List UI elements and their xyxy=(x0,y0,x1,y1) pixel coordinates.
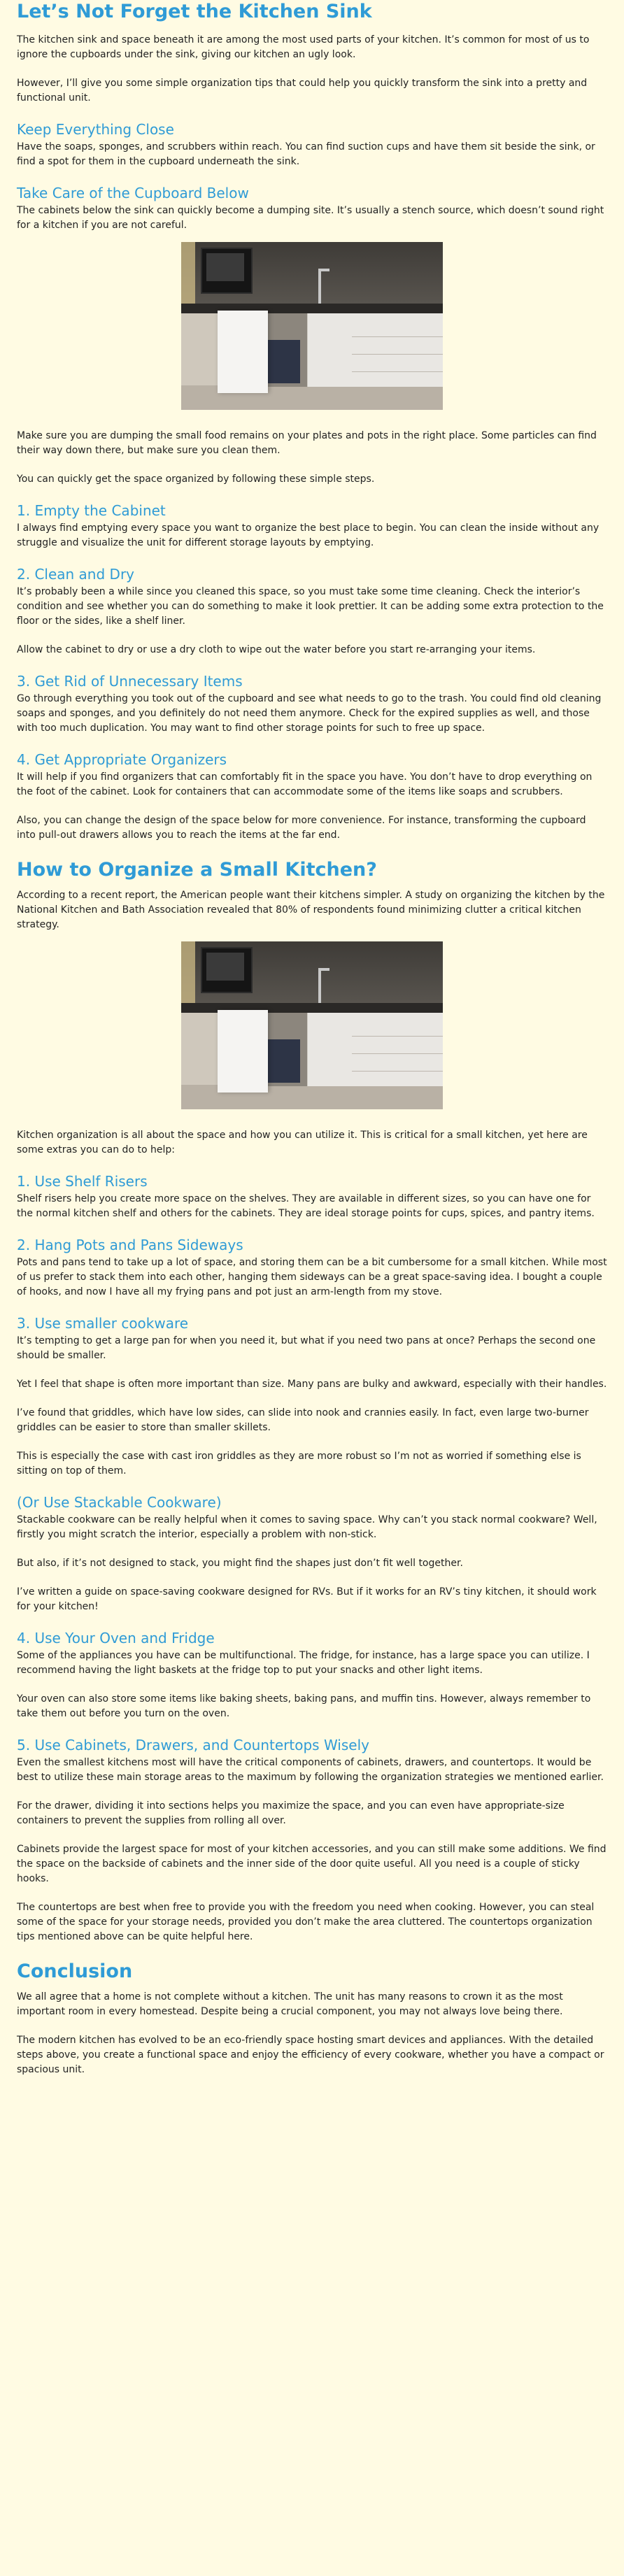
paragraph: Even the smallest kitchens most will have the critical components of cabinets, drawers, and countertops. It would be best to utilize these main storage areas to the maximum by following the organization strategies we mentioned earlier. xyxy=(17,1757,604,1783)
section-title-small-kitchen: How to Organize a Small Kitchen? xyxy=(17,859,377,881)
paragraph: Cabinets provide the largest space for most of your kitchen accessories, and you can still make some additions. We find the space on the backside of cabinets and the inner side of the door quite useful. All you need is a couple of sticky hooks. xyxy=(17,1844,607,1884)
paragraph: You can quickly get the space organized by following these simple steps. xyxy=(17,474,375,485)
paragraph: Go through everything you took out of the cupboard and see what needs to go to the trash. You could find old cleaning soaps and sponges, and you definitely do not need them anymore. Check for the expired supplies as well, and those with too much duplication. You may want to find other storage points for such to free up space. xyxy=(17,693,602,734)
section-heading-cupboard: Take Care of the Cupboard Below xyxy=(17,185,249,201)
paragraph: I’ve written a guide on space-saving cookware designed for RVs. But if it works for an RV’s tiny kitchen, it should work for your kitchen! xyxy=(17,1586,597,1612)
paragraph: Kitchen organization is all about the space and how you can utilize it. This is critical for a small kitchen, yet here are some extras you can do to help: xyxy=(17,1130,588,1155)
section-heading-oven: 4. Use Your Oven and Fridge xyxy=(17,1630,215,1646)
paragraph: But also, if it’s not designed to stack, you might find the shapes just don’t fit well together. xyxy=(17,1558,463,1569)
intro-paragraph: However, I’ll give you some simple organization tips that could help you quickly transform the sink into a pretty and functional unit. xyxy=(17,78,588,104)
kitchen-sink-cabinet-image xyxy=(181,941,443,1109)
section-heading-smaller: 3. Use smaller cookware xyxy=(17,1315,189,1332)
paragraph: Pots and pans tend to take up a lot of space, and storing them can be a bit cumbersome for a small kitchen. While most of us prefer to stack them into each other, hanging them sideways can be a great space-saving idea. I bought a couple of hooks, and now I have all my frying pans and pot just an arm-length from my stove. xyxy=(17,1257,607,1297)
paragraph: Stackable cookware can be really helpful when it comes to saving space. Why can’t you stack normal cookware? Well, firstly you might scratch the interior, especially a problem with non-stick. xyxy=(17,1514,597,1540)
section-heading-keep-close: Keep Everything Close xyxy=(17,121,174,138)
section-heading-empty: 1. Empty the Cabinet xyxy=(17,502,166,519)
intro-paragraph: The kitchen sink and space beneath it are among the most used parts of your kitchen. It’s common for most of us to ignore the cupboards under the sink, giving our kitchen an ugly look. xyxy=(17,34,590,60)
section-heading-cabinets: 5. Use Cabinets, Drawers, and Countertops Wisely xyxy=(17,1737,369,1753)
section-heading-stackable: (Or Use Stackable Cookware) xyxy=(17,1494,222,1511)
paragraph: I’ve found that griddles, which have low sides, can slide into nook and crannies easily. In fact, even large two-burner griddles can be easier to store than smaller skillets. xyxy=(17,1407,589,1433)
paragraph: Some of the appliances you have can be multifunctional. The fridge, for instance, has a large space you can utilize. I recommend having the light baskets at the fridge top to put your snacks and other light items. xyxy=(17,1650,590,1676)
section-heading-rid: 3. Get Rid of Unnecessary Items xyxy=(17,673,243,690)
paragraph: Shelf risers help you create more space on the shelves. They are available in different sizes, so you can have one for the normal kitchen shelf and others for the cabinets. They are ideal storage points for cups, spices, and pantry items. xyxy=(17,1193,595,1219)
paragraph: According to a recent report, the American people want their kitchens simpler. A study on organizing the kitchen by the National Kitchen and Bath Association revealed that 80% of respondents found minimizing clutter a critical kitchen strategy. xyxy=(17,890,605,930)
paragraph: Allow the cabinet to dry or use a dry cloth to wipe out the water before you start re-arranging your items. xyxy=(17,644,536,655)
paragraph: This is especially the case with cast iron griddles as they are more robust so I’m not as worried if something else is sitting on top of them. xyxy=(17,1451,581,1476)
paragraph: Also, you can change the design of the space below for more convenience. For instance, transforming the cupboard into pull-out drawers allows you to reach the items at the far end. xyxy=(17,815,586,841)
page-title: Let’s Not Forget the Kitchen Sink xyxy=(17,1,372,22)
section-heading-clean: 2. Clean and Dry xyxy=(17,566,134,583)
paragraph: It’s tempting to get a large pan for when you need it, but what if you need two pans at once? Perhaps the second one should be smaller. xyxy=(17,1335,596,1361)
paragraph: It’s probably been a while since you cleaned this space, so you must take some time cleaning. Check the interior’s condition and see whether you can do something to make it look prettier. It can be adding some extra protection to the floor or the sides, like a shelf liner. xyxy=(17,586,604,627)
paragraph: I always find emptying every space you want to organize the best place to begin. You can clean the inside without any struggle and visualize the unit for different storage layouts by emptying. xyxy=(17,522,600,548)
kitchen-sink-cabinet-image xyxy=(181,242,443,410)
section-heading-hang: 2. Hang Pots and Pans Sideways xyxy=(17,1237,243,1253)
paragraph: We all agree that a home is not complete without a kitchen. The unit has many reasons to crown it as the most important room in every homestead. Despite being a crucial component, you may not always love being there. xyxy=(17,1991,563,2017)
paragraph: It will help if you find organizers that can comfortably fit in the space you have. You don’t have to drop everything on the foot of the cabinet. Look for containers that can accommodate some of the items like soaps and scrubbers. xyxy=(17,771,593,797)
paragraph: The modern kitchen has evolved to be an eco-friendly space hosting smart devices and appliances. With the detailed steps above, you create a functional space and enjoy the efficiency of every cookware, whether you have a compact or spacious unit. xyxy=(17,2035,604,2075)
paragraph: The cabinets below the sink can quickly become a dumping site. It’s usually a stench source, which doesn’t sound right for a kitchen if you are not careful. xyxy=(17,205,604,231)
paragraph: The countertops are best when free to provide you with the freedom you need when cooking. However, you can steal some of the space for your storage needs, provided you don’t make the area cluttered. The countertops organization tips mentioned above can be quite helpful here. xyxy=(17,1902,595,1942)
section-heading-organizers: 4. Get Appropriate Organizers xyxy=(17,751,227,768)
paragraph: Have the soaps, sponges, and scrubbers within reach. You can find suction cups and have them sit beside the sink, or find a spot for them in the cupboard underneath the sink. xyxy=(17,141,595,167)
paragraph: Make sure you are dumping the small food remains on your plates and pots in the right place. Some particles can find their way down there, but make sure you clean them. xyxy=(17,430,597,456)
paragraph: For the drawer, dividing it into sections helps you maximize the space, and you can even have appropriate-size containers to prevent the supplies from rolling all over. xyxy=(17,1800,565,1826)
paragraph: Your oven can also store some items like baking sheets, baking pans, and muffin tins. However, always remember to take them out before you turn on the oven. xyxy=(17,1693,591,1719)
section-heading-risers: 1. Use Shelf Risers xyxy=(17,1173,148,1190)
paragraph: Yet I feel that shape is often more important than size. Many pans are bulky and awkward, especially with their handles. xyxy=(17,1379,607,1390)
section-title-conclusion: Conclusion xyxy=(17,1961,133,1982)
